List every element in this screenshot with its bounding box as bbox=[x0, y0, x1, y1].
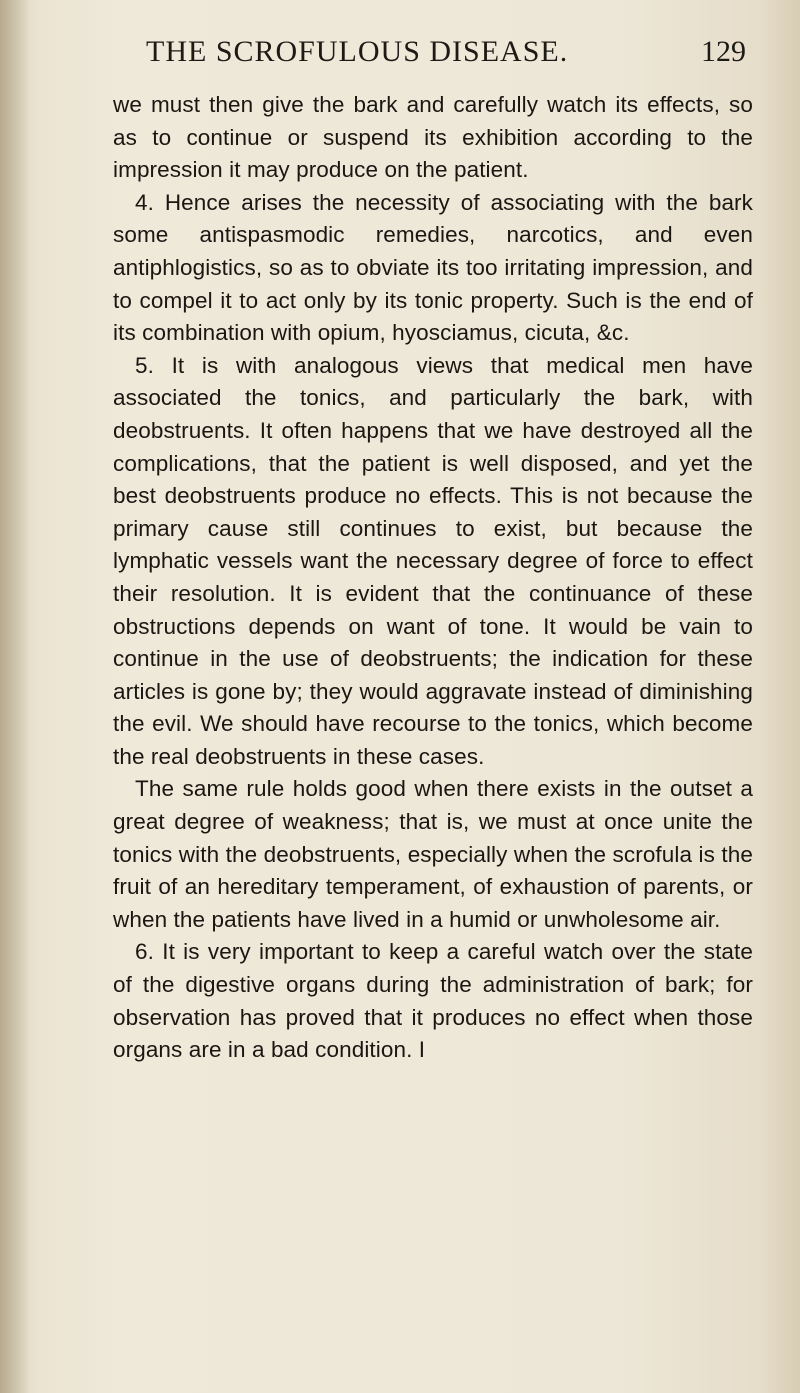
page-header bbox=[146, 32, 746, 76]
gutter-shadow bbox=[0, 0, 30, 1393]
paragraph-6: 6. It is very important to keep a careful watch over the state of the digestive organs during the administration of bark; for observation has proved that it produces no effect when those organs are in a bad condition. I bbox=[113, 939, 753, 1063]
paragraph-continuation: we must then give the bark and carefully watch its effects, so as to continue or suspend its exhibition according to the impression it may produce on the patient. bbox=[113, 92, 753, 183]
paragraph-5: 5. It is with analogous views that medical men have associated the tonics, and particularly the bark, with deobstruents. It often happens that we have destroyed all the complications, that the patient is well disposed, and yet the best deobstruents produce no effects. This is not because the primary cause still continues to exist, but because the lymphatic vessels want the necessary degree of force to effect their resolution. It is evident that the continuance of these obstructions depends on want of tone. It would be vain to continue in the use of deobstruents; the indication for these articles is gone by; they would aggravate instead of diminishing the evil. We should have recourse to the tonics, which become the real deobstruents in these cases. bbox=[113, 352, 753, 769]
page-number: 129 bbox=[701, 35, 746, 68]
body-text bbox=[113, 89, 753, 1067]
paragraph-4: 4. Hence arises the necessity of associating with the bark some antispasmodic remedies, narcotics, and even antiphlogistics, so as to obviate its too irritating impression, and to compel it to act only by its tonic property. Such is the end of its combination with opium, hyosciamus, cicuta, &c. bbox=[113, 189, 753, 346]
running-title: THE SCROFULOUS DISEASE. bbox=[146, 35, 569, 68]
paragraph-same-rule: The same rule holds good when there exists in the outset a great degree of weakness; that is, we must at once unite the tonics with the deobstruents, especially when the scrofula is the fruit of an hereditary temperament, of exhaustion of parents, or when the patients have lived in a humid or unwholesome air. bbox=[113, 776, 753, 932]
